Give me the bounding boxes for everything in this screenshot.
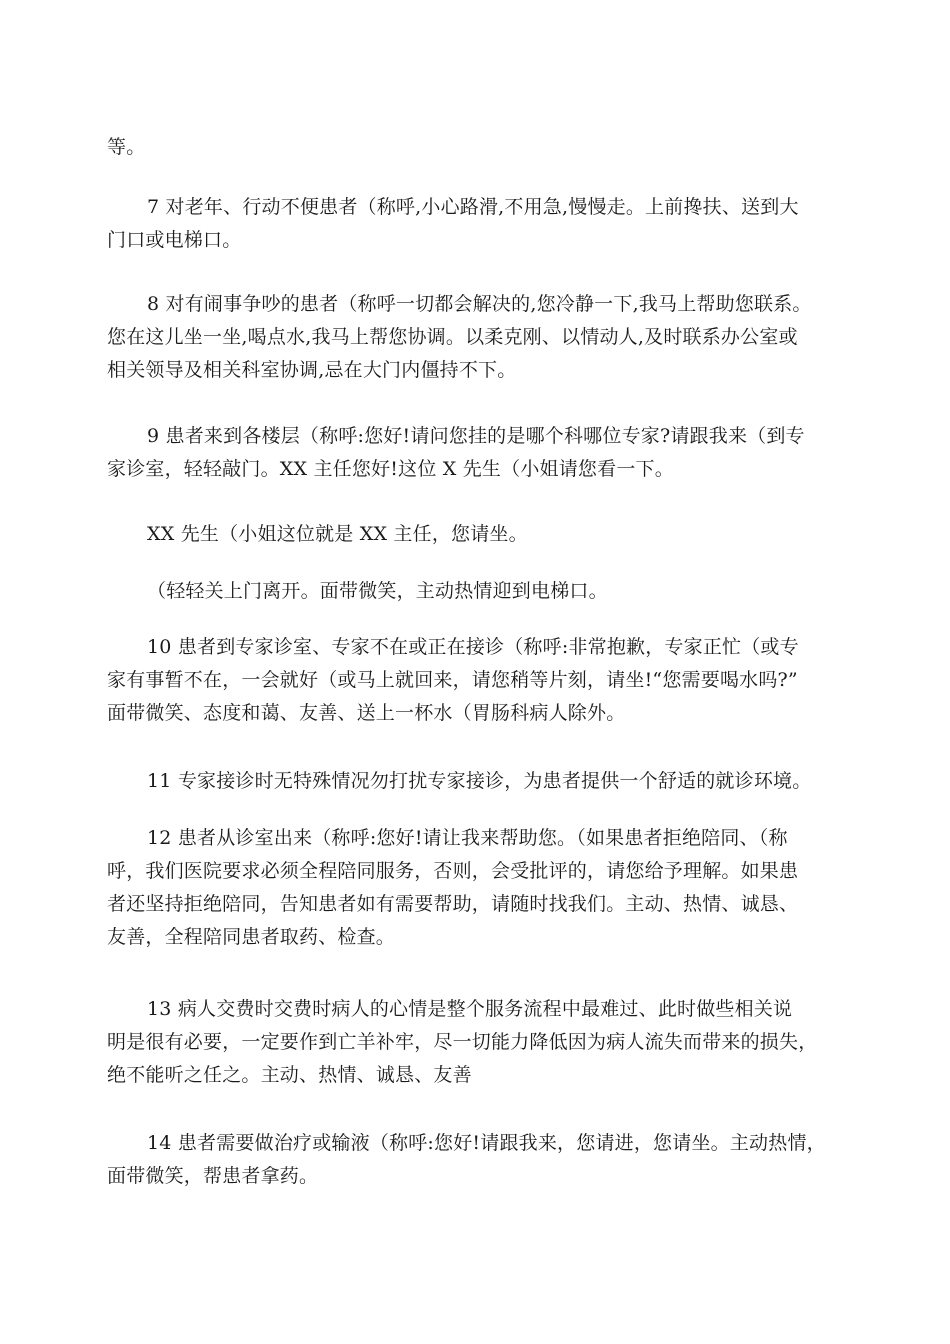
text-line: 面带微笑，帮患者拿药。 — [107, 1165, 319, 1187]
text-line: 11 专家接诊时无特殊情况勿打扰专家接诊，为患者提供一个舒适的就诊环境。 — [147, 770, 812, 792]
text-line: 绝不能听之任之。主动、热情、诚恳、友善 — [107, 1064, 472, 1086]
paragraph-item-9 — [107, 420, 852, 486]
text-line: 家有事暂不在，一会就好（或马上就回来，请您稍等片刻，请坐!“您需要喝水吗?” — [107, 669, 798, 691]
text-line: 9 患者来到各楼层（称呼:您好!请问您挂的是哪个科哪位专家?请跟我来（到专 — [147, 425, 805, 447]
text-line: XX 先生（小姐这位就是 XX 主任，您请坐。 — [147, 523, 528, 545]
text-line: 者还坚持拒绝陪同，告知患者如有需要帮助，请随时找我们。主动、热情、诚恳、 — [107, 893, 799, 915]
text-line: 14 患者需要做治疗或输液（称呼:您好!请跟我来，您请进，您请坐。主动热情， — [147, 1132, 826, 1154]
paragraph-continuation — [107, 131, 852, 164]
text-line: 8 对有闹事争吵的患者（称呼一切都会解决的,您冷静一下,我马上帮助您联系。 — [147, 293, 812, 315]
paragraph-item-13 — [107, 993, 852, 1092]
text-line: 相关领导及相关科室协调,忌在大门内僵持不下。 — [107, 359, 517, 381]
text-line: 10 患者到专家诊室、专家不在或正在接诊（称呼:非常抱歉，专家正忙（或专 — [147, 636, 799, 658]
text-line: 7 对老年、行动不便患者（称呼,小心路滑,不用急,慢慢走。上前搀扶、送到大 — [147, 196, 799, 218]
paragraph-item-9-continued — [107, 518, 852, 551]
text-line: 等。 — [107, 136, 146, 158]
paragraph-item-14 — [107, 1127, 852, 1193]
paragraph-item-7 — [107, 191, 852, 257]
text-line: 家诊室，轻轻敲门。XX 主任您好!这位 X 先生（小姐请您看一下。 — [107, 458, 674, 480]
paragraph-item-12 — [107, 822, 852, 954]
text-line: 明是很有必要，一定要作到亡羊补牢，尽一切能力降低因为病人流失而带来的损失， — [107, 1031, 818, 1053]
text-line: 13 病人交费时交费时病人的心情是整个服务流程中最难过、此时做些相关说 — [147, 998, 793, 1020]
text-line: 12 患者从诊室出来（称呼:您好!请让我来帮助您。（如果患者拒绝陪同、（称 — [147, 827, 788, 849]
text-line: 门口或电梯口。 — [107, 229, 242, 251]
text-line: （轻轻关上门离开。面带微笑，主动热情迎到电梯口。 — [147, 580, 608, 602]
text-line: 面带微笑、态度和蔼、友善、送上一杯水（胃肠科病人除外。 — [107, 702, 626, 724]
text-line: 友善，全程陪同患者取药、检查。 — [107, 926, 396, 948]
text-line: 您在这儿坐一坐,喝点水,我马上帮您协调。以柔克刚、以情动人,及时联系办公室或 — [107, 326, 798, 348]
text-line: 呼，我们医院要求必须全程陪同服务，否则，会受批评的，请您给予理解。如果患 — [107, 860, 799, 882]
paragraph-item-11 — [107, 765, 852, 798]
paragraph-item-8 — [107, 288, 852, 387]
paragraph-item-10 — [107, 631, 852, 730]
paragraph-item-9-closing — [107, 575, 852, 608]
